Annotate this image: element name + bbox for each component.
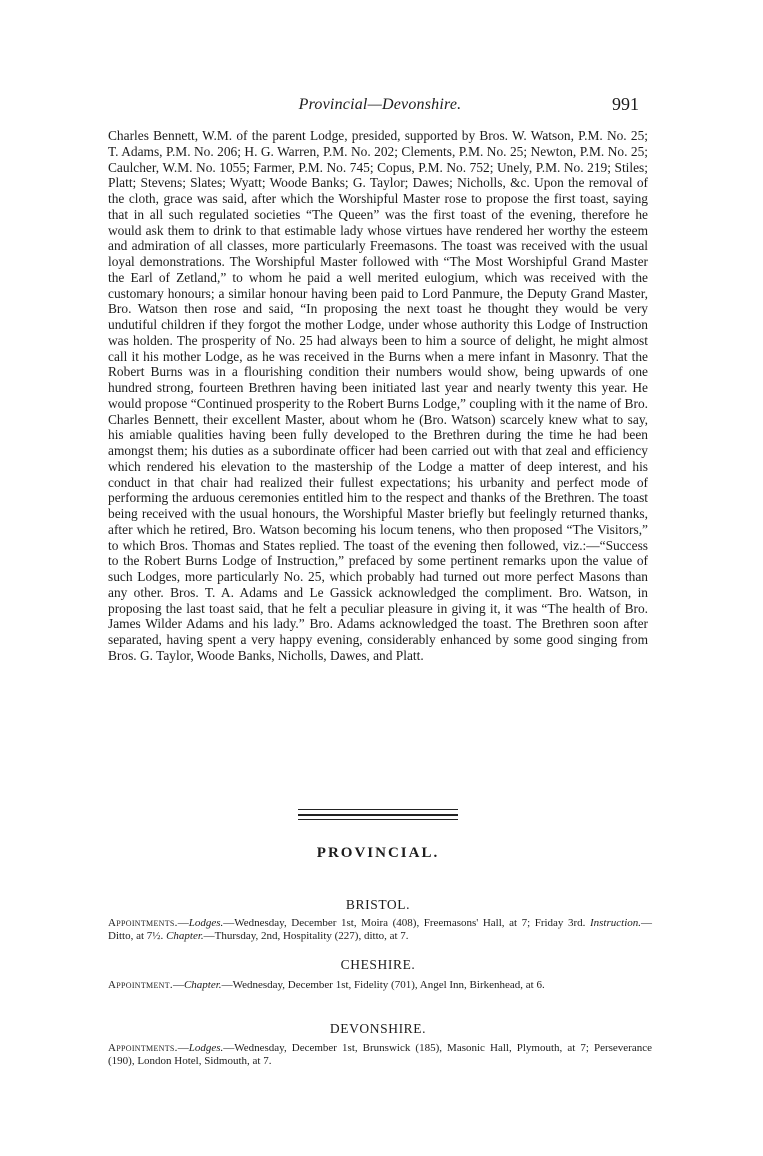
bristol-instruction-text: —Ditto, at 7½. — [108, 917, 652, 942]
bristol-kicker: Appointments. — [108, 917, 178, 929]
bristol-lodges-label: Lodges. — [188, 917, 224, 929]
page-number: 991 — [612, 94, 639, 114]
cheshire-appointment — [108, 979, 652, 992]
subheading-cheshire: CHESHIRE. — [340, 957, 416, 972]
devonshire-dash: — — [177, 1042, 189, 1054]
section-heading-provincial: PROVINCIAL. — [316, 845, 440, 861]
section-divider-bottom — [298, 819, 458, 820]
bristol-lodges-text: —Wednesday, December 1st, Moira (408), Freemasons' Hall, at 7; Friday 3rd. — [223, 917, 590, 929]
section-divider-middle — [298, 814, 458, 816]
cheshire-text: —Wednesday, December 1st, Fidelity (701), Angel Inn, Birkenhead, at 6. — [221, 979, 545, 991]
article-paragraph: Charles Bennett, W.M. of the parent Lodge, presided, supported by Bros. W. Watson, P.M. No. 25; T. Adams, P.M. No. 206; H. G. Warren, P.M. No. 202; Clements, P.M. No. 25; Newton, P.M. No. 25; Caulcher, W.M. No. 1055; Farmer, P.M. No. 745; Copus, P.M. No. 752; Unely, P.M. No. 219; Stiles; Platt; Stevens; Slates; Wyatt; Woode Banks; G. Taylor; Dawes; Nicholls, &c. Upon the removal of the cloth, grace was said, after which the Worshipful Master rose to propose the first toast, saying that in all such regulated societies “The Queen” was the first toast of the evening, therefore he would ask them to drink to that estimable lady whose virtues have rendered her worthy the esteem and admiration of all classes, more particularly Freemasons. The toast was received with the usual loyal demonstrations. The Worshipful Master followed with “The Most Worshipful Grand Master the Earl of Zetland,” to whom he paid a well merited eulogium, which was received with the customary honours; a similar honour having been paid to Lord Panmure, the Deputy Grand Master, Bro. Watson then rose and said, “In proposing the next toast he thought they would be very undutiful children if they forgot the mother Lodge, under whose authority this Lodge of Instruction was holden. The prosperity of No. 25 had always been to him a source of delight, he might almost call it his mother Lodge, as he was received in the Burns when a mere infant in Masonry. That the Robert Burns was in a flourishing condition their numbers would show, being upwards of one hundred strong, fourteen Brethren having been initiated last year and nearly twenty this year. He would propose “Continued prosperity to the Robert Burns Lodge,” coupling with it the name of Bro. Charles Bennett, their excellent Master, about whom he (Bro. Watson) scarcely knew what to say, his amiable qualities having been fully developed to the Brethren during the time he had been amongst them; his duties as a subordinate officer had been carried out with that zeal and efficiency which rendered his elevation to the mastership of the Lodge a matter of deep interest, and his conduct in that chair had realized their fullest expectations; his urbanity and perfect mode of performing the arduous ceremonies entitled him to the respect and thanks of the Brethren. The toast being received with the usual honours, the Worshipful Master briefly but feelingly returned thanks, after which he retired, Bro. Watson becoming his locum tenens, who then proposed “The Visitors,” to which Bros. Thomas and States replied. The toast of the evening then followed, viz.:—“Success to the Robert Burns Lodge of Instruction,” prefaced by some pertinent remarks upon the value of such Lodges, more particularly No. 25, which probably had turned out more perfect Masons than any other. Bros. T. A. Adams and Le Gassick acknowledged the compliment. Bro. Watson, in proposing the last toast said, that he felt a peculiar pleasure in giving it, it was “The health of Bro. James Wilder Adams and his lady.” Bro. Adams acknowledged the toast. The Brethren soon after separated, having spent a very happy evening, considerably enhanced by some good singing from Bros. G. Taylor, Woode Banks, Nicholls, Dawes, and Platt. — [108, 128, 648, 663]
devonshire-lodges-label: Lodges. — [188, 1042, 224, 1054]
subheading-bristol: BRISTOL. — [345, 897, 411, 912]
cheshire-dash: — — [172, 979, 184, 991]
bristol-dash: — — [177, 917, 189, 929]
subheading-devonshire: DEVONSHIRE. — [329, 1021, 427, 1036]
bristol-appointments — [108, 917, 652, 943]
bristol-instruction-label: Instruction. — [589, 917, 641, 929]
devonshire-kicker: Appointments. — [108, 1042, 178, 1054]
cheshire-kicker: Appointment. — [108, 979, 173, 991]
devonshire-appointments — [108, 1042, 652, 1068]
article-body — [108, 128, 648, 664]
bristol-chapter-text: —Thursday, 2nd, Hospitality (227), ditto, at 7. — [203, 930, 409, 942]
bristol-chapter-label: Chapter. — [166, 930, 204, 942]
cheshire-chapter-label: Chapter. — [183, 979, 222, 991]
devonshire-text: —Wednesday, December 1st, Brunswick (185), Masonic Hall, Plymouth, at 7; Perseverance (190), London Hotel, Sidmouth, at 7. — [108, 1042, 652, 1067]
running-header-title: Provincial—Devonshire. — [298, 96, 462, 113]
section-divider-top — [298, 809, 458, 810]
